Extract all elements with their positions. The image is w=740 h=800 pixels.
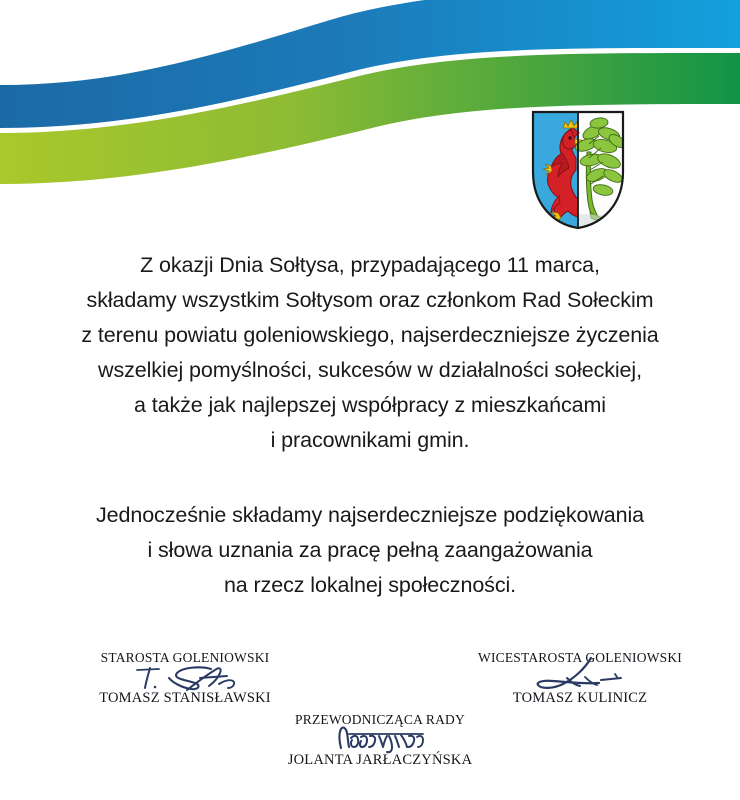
message-body — [0, 248, 740, 603]
message-line: i pracownikami gmin. — [270, 428, 470, 452]
signature-title: WICESTAROSTA GOLENIOWSKI — [478, 650, 682, 665]
signature-name: TOMASZ KULINICZ — [512, 690, 648, 706]
signature-title: STAROSTA GOLENIOWSKI — [100, 650, 270, 665]
message-paragraph-two — [0, 498, 740, 603]
coat-of-arms-icon — [529, 108, 627, 232]
message-line: z terenu powiatu goleniowskiego, najserdeczniejsze życzenia — [81, 323, 659, 347]
signature-name: TOMASZ STANISŁAWSKI — [99, 690, 271, 706]
message-line: wszelkiej pomyślności, sukcesów w działalności sołeckiej, — [98, 358, 642, 382]
message-paragraph-one — [0, 248, 740, 458]
signature-block-wicestarosta — [448, 650, 712, 707]
signature-name: JOLANTA JARŁACZYŃSKA — [287, 752, 473, 768]
message-line: Jednocześnie składamy najserdeczniejsze podziękowania — [95, 503, 645, 527]
message-line: i słowa uznania za pracę pełną zaangażowania — [147, 538, 593, 562]
message-line: Z okazji Dnia Sołtysa, przypadającego 11 marca, — [140, 253, 600, 277]
signature-area — [0, 640, 740, 800]
message-line: składamy wszystkim Sołtysom oraz członkom Rad Sołeckim — [86, 288, 654, 312]
signature-title: PRZEWODNICZĄCA RADY — [295, 712, 465, 727]
signature-block-starosta — [58, 650, 312, 707]
message-line: na rzecz lokalnej społeczności. — [223, 573, 517, 597]
message-line: a także jak najlepszej współpracy z mieszkańcami — [134, 393, 606, 417]
shield-ground-shading — [578, 214, 623, 232]
header-wave-banner — [0, 0, 740, 232]
signature-block-przewodniczaca — [250, 712, 510, 769]
